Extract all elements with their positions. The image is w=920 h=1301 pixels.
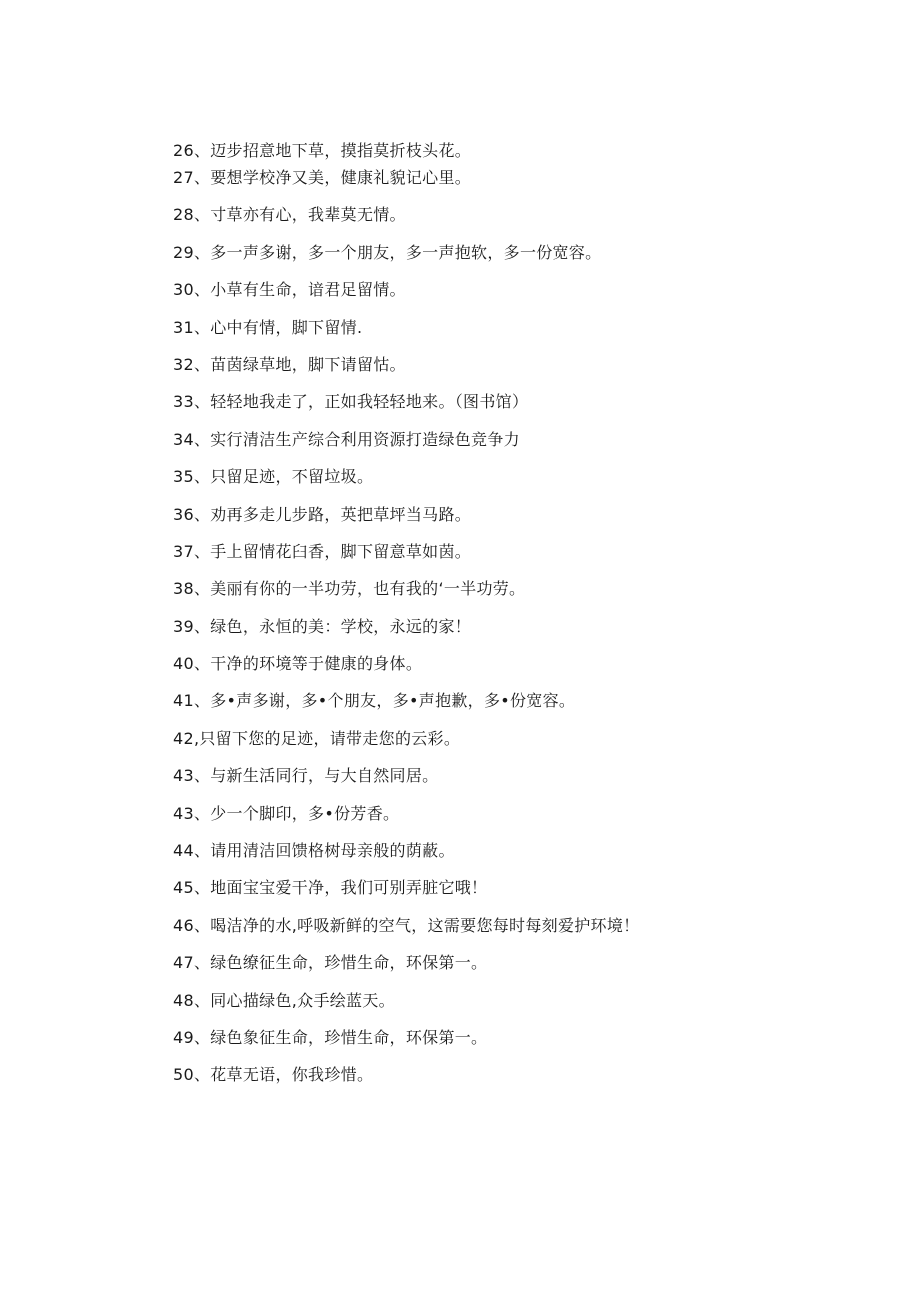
slogan-item-36: 36、劝再多走儿步路，英把草坪当马路。 <box>173 504 472 524</box>
slogan-item-39: 39、绿色，永恒的美：学校，永远的家！ <box>173 616 472 636</box>
slogan-item-34: 34、实行清洁生产综合利用资源打造绿色竞争力 <box>173 429 520 449</box>
slogan-item-45: 45、地面宝宝爱干净，我们可别弄脏它哦！ <box>173 878 488 898</box>
slogan-item-46: 46、喝洁净的水,呼吸新鲜的空气，这需要您每时每刻爱护环境！ <box>173 915 640 935</box>
slogan-item-29: 29、多一声多谢，多一个朋友，多一声抱软，多一份宽容。 <box>173 242 602 262</box>
slogan-item-35: 35、只留足迹，不留垃圾。 <box>173 467 374 487</box>
slogan-item-33: 33、轻轻地我走了，正如我轻轻地来。（图书馆） <box>173 392 529 412</box>
slogan-item-32: 32、苗茵绿草地，脚下请留怙。 <box>173 354 406 374</box>
slogan-item-27: 27、要想学校净又美，健康礼貌记心里。 <box>173 168 472 187</box>
slogan-list <box>173 138 873 1100</box>
slogan-item-42: 42,只留下您的足迹，请带走您的云彩。 <box>173 728 461 748</box>
slogan-item-43a: 43、与新生活同行，与大自然同居。 <box>173 766 439 786</box>
slogan-item-49: 49、绿色象征生命，珍惜生命，环保第一。 <box>173 1027 488 1047</box>
slogan-item-40: 40、干净的环境等于健康的身体。 <box>173 654 423 674</box>
slogan-item-26: 26、迈步招意地下草，摸指莫折枝头花。 <box>173 141 472 160</box>
slogan-item-44: 44、请用清洁回馈格树母亲般的荫蔽。 <box>173 841 455 861</box>
slogan-item-37: 37、手上留情花臼香，脚下留意草如茵。 <box>173 541 472 561</box>
slogan-item-38: 38、美丽有你的一半功劳，也有我的‘一半功劳。 <box>173 579 526 599</box>
slogan-item-50: 50、花草无语，你我珍惜。 <box>173 1065 374 1085</box>
slogan-item-48: 48、同心描绿色,众手绘蓝天。 <box>173 990 395 1010</box>
slogan-item-47: 47、绿色缭征生命，珍惜生命，环保第一。 <box>173 953 488 973</box>
slogan-item-31: 31、心中有情，脚下留情. <box>173 317 363 337</box>
slogan-item-43b: 43、少一个脚印，多•份芳香。 <box>173 803 400 823</box>
slogan-item-41: 41、多•声多谢，多•个朋友，多•声抱歉，多•份宽容。 <box>173 691 576 711</box>
slogan-item-30: 30、小草有生命，谙君足留情。 <box>173 280 406 300</box>
slogan-item-28: 28、寸草亦有心，我辈莫无情。 <box>173 205 406 225</box>
